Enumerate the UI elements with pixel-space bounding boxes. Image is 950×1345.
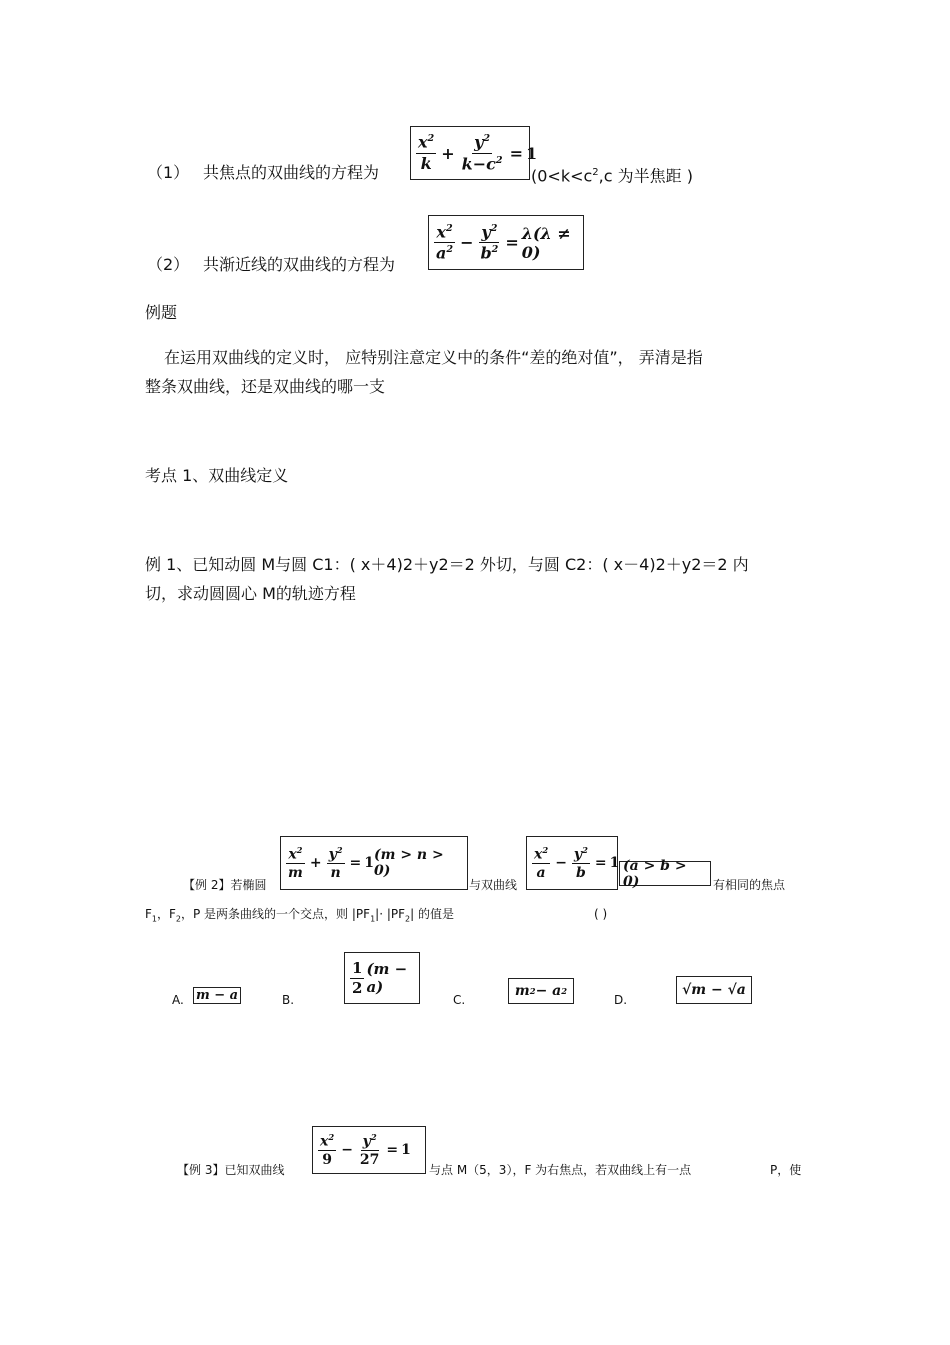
formula-hyperbola-9-27: $\frac{x^2}{9}$ − $\frac{y^2}{27}$ = 1	[312, 1126, 426, 1174]
example1-line2: 切，求动圆圆心 M的轨迹方程	[145, 584, 356, 603]
option-c-formula: m 2 − a 2	[508, 978, 574, 1004]
example2-tail: 有相同的焦点	[713, 878, 786, 892]
option-b-formula: $\frac{1}{2}$ (m − a)	[344, 952, 420, 1004]
formula-hyperbola-ab: $\frac{x^2}{a}$ − $\frac{y^2}{b}$ = 1	[526, 836, 618, 890]
item1-text: 共焦点的双曲线的方程为	[203, 163, 380, 182]
example2-mid: 与双曲线	[469, 878, 518, 892]
option-c-label: C.	[453, 993, 466, 1007]
option-b-label: B.	[282, 993, 295, 1007]
option-d-formula: √m − √a	[676, 976, 752, 1004]
example-heading: 例题	[145, 303, 178, 322]
example2-intro: 【例 2】若椭圆	[183, 878, 267, 892]
formula-common-asymptote: $\frac{x^2}{a^2}$ − $\frac{y^2}{b^2}$ = λ(λ ≠ 0)	[428, 215, 584, 270]
example3-intro: 【例 3】已知双曲线	[177, 1163, 285, 1177]
example1-line1: 例 1、已知动圆 M与圆 C1：( x＋4)2＋y2＝2 外切，与圆 C2：( x－4)2＋y2＝2 内	[145, 555, 749, 574]
option-a-label: A.	[172, 993, 184, 1007]
formula-condition-ab: (a > b > 0)	[619, 861, 711, 886]
item2-text: 共渐近线的双曲线的方程为	[203, 255, 396, 274]
formula-confocal-hyperbola: $\frac{x^2}{k}$ + $\frac{y^2}{k-c^2}$ = 1	[410, 126, 530, 180]
paragraph-line1: 在运用双曲线的定义时， 应特别注意定义中的条件“差的绝对值”， 弄清是指	[164, 348, 703, 367]
example2-answer-paren: ( )	[594, 907, 608, 921]
formula-ellipse: $\frac{x^2}{m}$ + $\frac{y^2}{n}$ = 1 (m > n > 0)	[280, 836, 468, 890]
example3-rest: 与点 M（5，3），F 为右焦点，若双曲线上有一点	[429, 1163, 692, 1177]
example2-line2: $F_1$，$F_2$，P 是两条曲线的一个交点，则 $|PF_1|\cdot |PF_2|$ 的值是	[145, 907, 454, 924]
example3-end: P，使	[770, 1163, 802, 1177]
item1-condition: ($0<k<c^2,c$ 为半焦距 )	[531, 166, 693, 186]
item1-label: （1）	[147, 163, 190, 182]
item2-label: （2）	[147, 255, 190, 274]
section-title: 考点 1、双曲线定义	[145, 466, 289, 485]
option-d-label: D.	[614, 993, 628, 1007]
option-a-formula: m − a	[193, 987, 241, 1004]
paragraph-line2: 整条双曲线，还是双曲线的哪一支	[145, 377, 386, 396]
